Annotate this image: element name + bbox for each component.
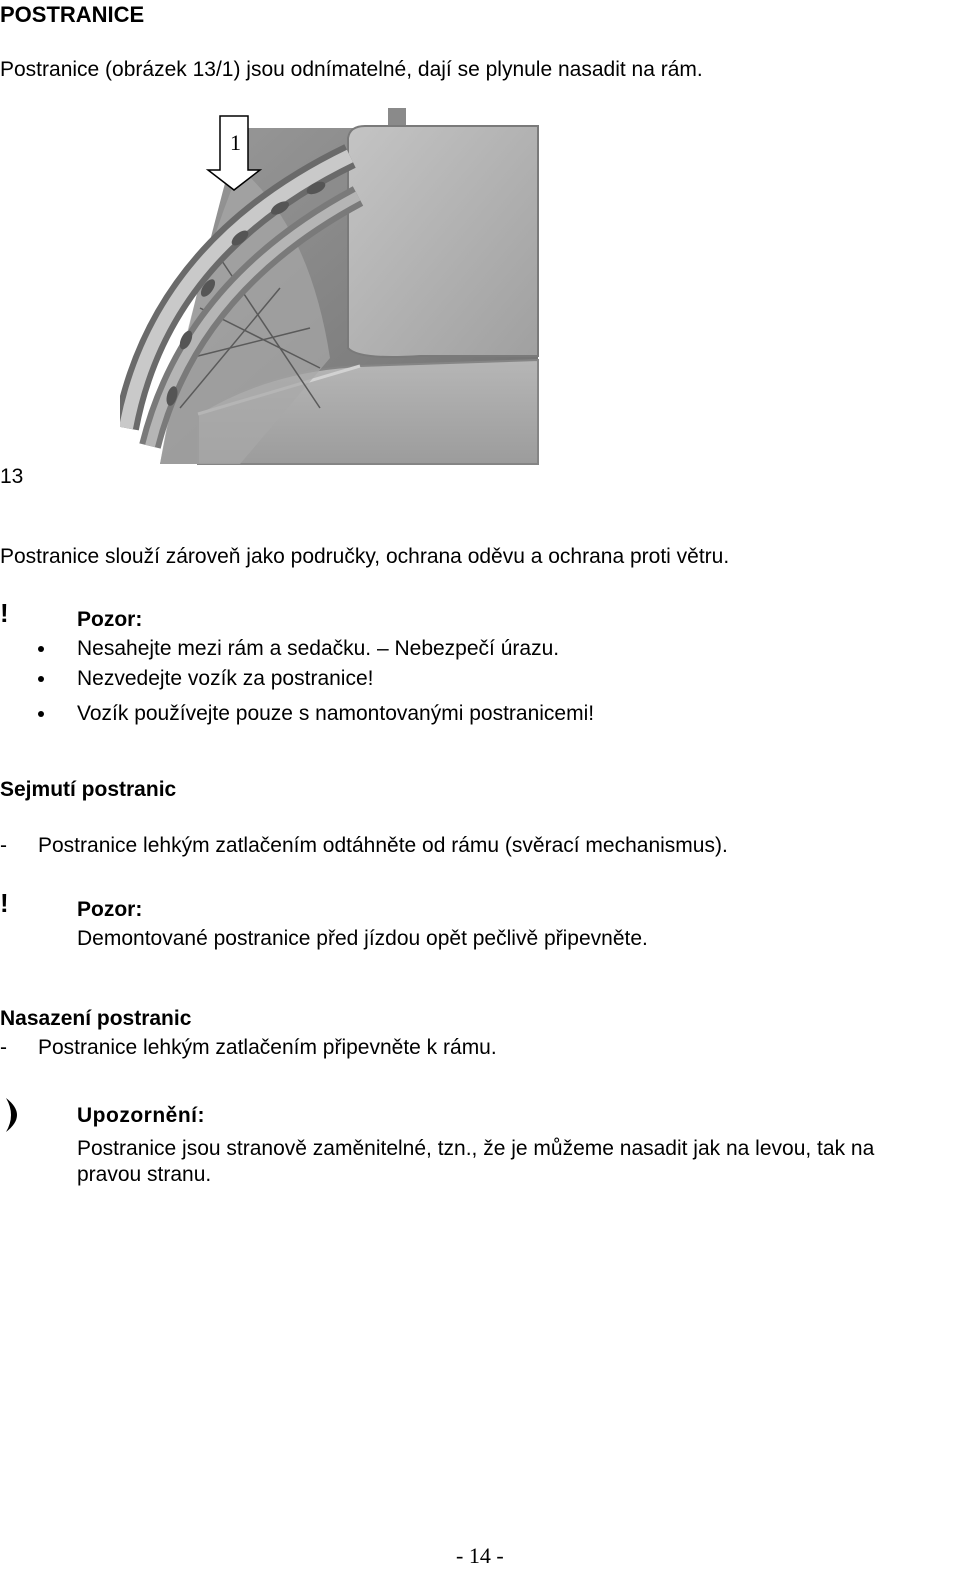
- warning-exclamation-icon: !: [0, 888, 9, 918]
- wheelchair-sidepanel-photo: [120, 108, 540, 466]
- warning-label: Pozor:: [77, 898, 143, 921]
- warning-item: Nezvedejte vozík za postranice!: [77, 667, 374, 690]
- removal-step: Postranice lehkým zatlačením odtáhněte od rámu (svěrací mechanismus).: [38, 834, 728, 857]
- page-number: - 14 -: [456, 1543, 504, 1568]
- bullet-icon: [38, 676, 44, 682]
- figure-callout-number: 1: [230, 130, 241, 155]
- warning-item: Vozík používejte pouze s namontovanými postranicemi!: [77, 702, 595, 725]
- removal-heading: Sejmutí postranic: [0, 778, 177, 801]
- bullet-icon: [38, 646, 44, 652]
- mounting-heading: Nasazení postranic: [0, 1007, 192, 1030]
- notice-label: Upozornění:: [77, 1104, 205, 1127]
- mounting-dash: -: [0, 1036, 7, 1059]
- warning-label: Pozor:: [77, 608, 143, 631]
- bullet-icon: [38, 711, 44, 717]
- warning-text: Demontované postranice před jízdou opět pečlivě připevněte.: [77, 927, 648, 950]
- notice-text-line2: pravou stranu.: [77, 1163, 212, 1186]
- figure-caption: 13: [0, 465, 24, 488]
- warning-item: Nesahejte mezi rám a sedačku. – Nebezpečí úrazu.: [77, 637, 560, 660]
- notice-pointer-icon: [4, 1096, 30, 1139]
- removal-dash: -: [0, 834, 7, 857]
- intro-text: Postranice (obrázek 13/1) jsou odnímatelné, dají se plynule nasadit na rám.: [0, 58, 703, 81]
- page-heading: POSTRANICE: [0, 2, 145, 27]
- mounting-step: Postranice lehkým zatlačením připevněte k rámu.: [38, 1036, 497, 1059]
- notice-text-line1: Postranice jsou stranově zaměnitelné, tzn., že je můžeme nasadit jak na levou, tak na: [77, 1137, 875, 1160]
- usage-text: Postranice slouží zároveň jako područky, ochrana oděvu a ochrana proti větru.: [0, 545, 730, 568]
- warning-exclamation-icon: !: [0, 598, 9, 628]
